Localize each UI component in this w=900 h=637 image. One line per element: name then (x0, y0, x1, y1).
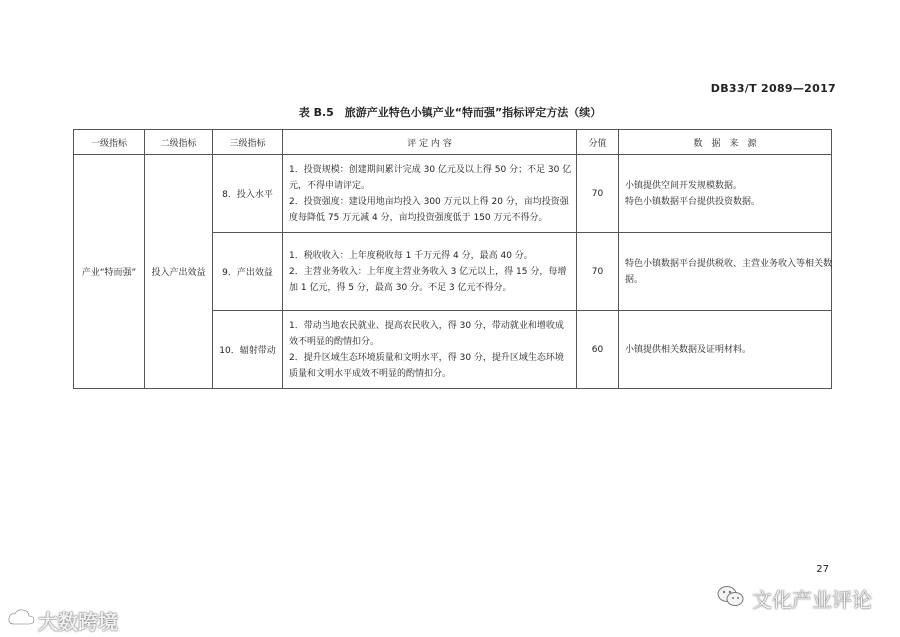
watermark-left (6, 606, 118, 635)
header-source: 数 据 来 源 (619, 130, 832, 155)
content-line: 度每降低 75 万元减 4 分，亩均投资强度低于 150 万元不得分。 (289, 212, 548, 223)
watermark-right-text: 文化产业评论 (752, 588, 872, 612)
source-cell (619, 233, 832, 311)
source-line: 特色小镇数据平台提供投资数据。 (625, 196, 761, 207)
wechat-icon (716, 584, 746, 613)
table-row (74, 155, 832, 233)
source-line: 小镇提供空间开发规模数据。 (625, 180, 743, 191)
table-header-row (74, 130, 832, 155)
source-line: 小镇提供相关数据及证明材料。 (625, 344, 752, 355)
content-line: 1．投资规模：创建期间累计完成 30 亿元及以上得 50 分；不足 30 亿 (289, 164, 572, 175)
level3-cell: 9．产出效益 (213, 233, 283, 311)
source-cell (619, 311, 832, 389)
source-cell (619, 155, 832, 233)
evaluation-table (73, 129, 832, 389)
table-title: 表 B.5 旅游产业特色小镇产业“特而强”指标评定方法（续） (298, 106, 602, 119)
content-cell (283, 233, 577, 311)
content-cell (283, 155, 577, 233)
document-code: DB33/T 2089—2017 (710, 82, 836, 95)
content-line: 2．提升区域生态环境质量和文明水平，得 30 分，提升区域生态环境 (289, 352, 564, 363)
content-line: 1．税收收入：上年度税收每 1 千万元得 4 分，最高 40 分。 (289, 250, 533, 261)
content-line: 2．投资强度：建设用地亩均投入 300 万元以上得 20 分，亩均投资强 (289, 196, 569, 207)
score-cell: 70 (577, 233, 619, 311)
watermark-left-text: 大数跨境 (38, 610, 118, 634)
header-content: 评 定 内 容 (283, 130, 577, 155)
level3-cell: 8．投入水平 (213, 155, 283, 233)
header-score: 分值 (577, 130, 619, 155)
level3-cell: 10．辐射带动 (213, 311, 283, 389)
score-cell: 70 (577, 155, 619, 233)
content-line: 质量和文明水平成效不明显的酌情扣分。 (289, 368, 452, 379)
content-line: 效不明显的酌情扣分。 (289, 336, 380, 347)
content-cell (283, 311, 577, 389)
content-line: 加 1 亿元，得 5 分，最高 30 分。不足 3 亿元不得分。 (289, 282, 512, 293)
cloud-logo-icon (6, 607, 36, 634)
header-level3: 三级指标 (213, 130, 283, 155)
content-line: 1．带动当地农民就业、提高农民收入，得 30 分，带动就业和增收成 (289, 320, 564, 331)
header-level2: 二级指标 (145, 130, 213, 155)
score-cell: 60 (577, 311, 619, 389)
header-level1: 一级指标 (74, 130, 145, 155)
source-line: 据。 (625, 274, 644, 285)
source-line: 特色小镇数据平台提供税收、主营业务收入等相关数 (625, 258, 833, 269)
level2-cell: 投入产出效益 (145, 155, 213, 389)
watermark-right (716, 584, 872, 613)
content-line: 2．主营业务收入：上年度主营业务收入 3 亿元以上，得 15 分，每增 (289, 266, 567, 277)
content-line: 元，不得申请评定。 (289, 180, 371, 191)
page-number: 27 (816, 564, 829, 575)
level1-cell: 产业“特而强” (74, 155, 145, 389)
